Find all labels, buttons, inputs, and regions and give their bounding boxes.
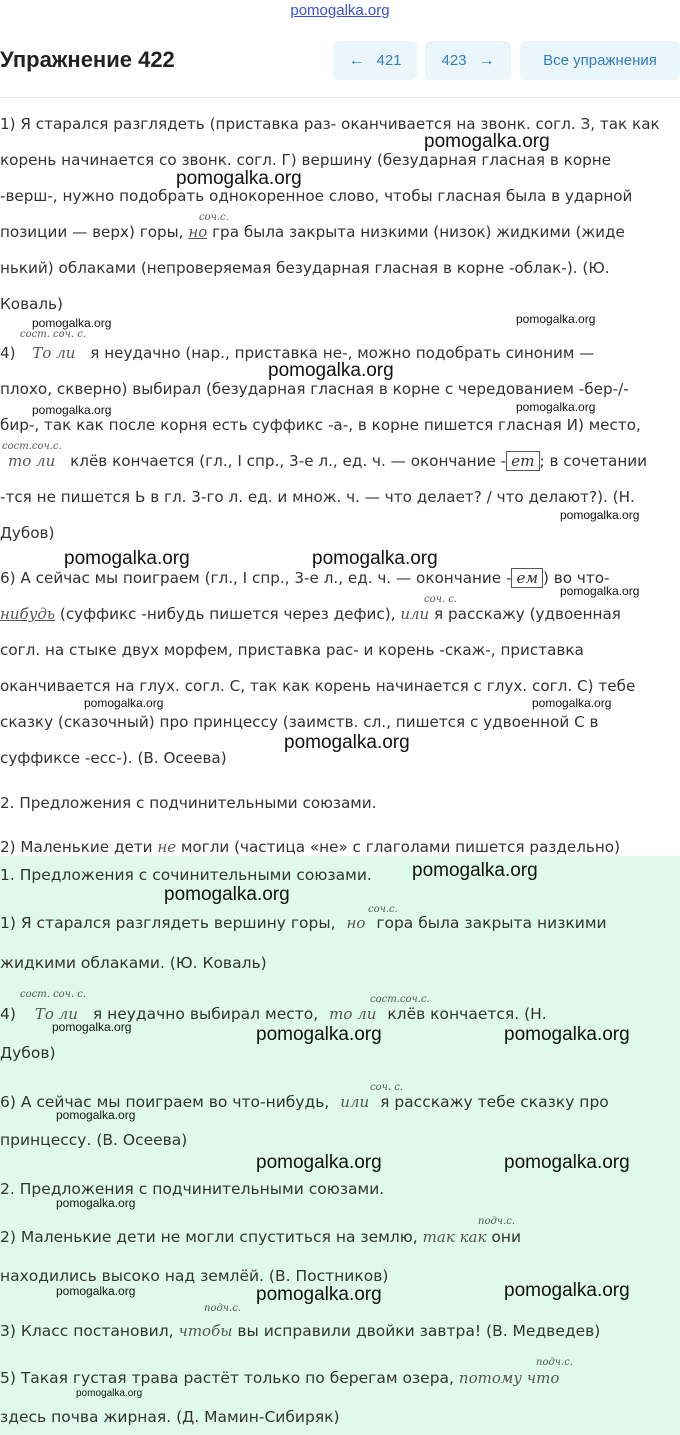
watermark: pomogalka.org <box>256 1152 382 1173</box>
answer-text: 5) Такая густая трава растёт только по берегам озера, <box>0 1369 454 1387</box>
conjunction-annotation: сост.соч.с. <box>370 994 430 1005</box>
conjunction-annotation: подч.с. <box>478 1216 515 1227</box>
watermark: pomogalka.org <box>412 860 538 881</box>
solution-text: ; в сочетании <box>539 452 648 470</box>
conjunction-word: То ли <box>32 344 76 362</box>
conjunction-annotation: соч. с. <box>424 594 457 605</box>
watermark: pomogalka.org <box>56 1108 136 1122</box>
arrow-left-icon: ← <box>348 51 365 69</box>
conjunction-word: потому что <box>458 1369 560 1387</box>
conjunction-annotation: соч. с. <box>370 1082 403 1093</box>
conjunction-word: то ли <box>8 452 56 470</box>
solution-line <box>0 223 625 241</box>
watermark: pomogalka.org <box>504 1280 630 1301</box>
solution-line: 1) Я старался разглядеть (приставка раз- оканчивается на звонк. согл. З, так как <box>0 115 660 133</box>
conjunction-word: То ли <box>34 1005 78 1023</box>
solution-line: согл. на стыке двух морфем, приставка рас- и корень -скаж-, приставка <box>0 641 584 659</box>
watermark: pomogalka.org <box>32 316 112 330</box>
answer-text: 6) А сейчас мы поиграем во что-нибудь, <box>0 1093 330 1111</box>
answer-text: вы исправили двойки завтра! (В. Медведев) <box>237 1322 601 1340</box>
solution-text: 2) Маленькие дети <box>0 838 153 856</box>
solution-line: Коваль) <box>0 295 63 313</box>
solution-line: плохо, скверно) выбирал (безударная гласная в корне с чередованием -бер-/- <box>0 380 629 398</box>
solution-line <box>0 452 647 470</box>
watermark: pomogalka.org <box>56 1196 136 1210</box>
watermark: pomogalka.org <box>176 168 302 189</box>
solution-line: бир-, так как после корня есть суффикс -а-, в корне пишется гласная И) место, <box>0 416 641 434</box>
solution-line: сказку (сказочный) про принцессу (заимств. сл., пишется с удвоенной С в <box>0 713 599 731</box>
solution-text: я расскажу (удвоенная <box>434 605 621 623</box>
solution-text: клёв кончается (гл., I спр., 3-е л., ед. ч. — окончание - <box>70 452 507 470</box>
solution-line: нький) облаками (непроверяемая безударная гласная в корне -облак-). (Ю. <box>0 259 610 277</box>
answer-text: 3) Класс постановил, <box>0 1322 174 1340</box>
watermark: pomogalka.org <box>560 584 640 598</box>
site-header-link[interactable]: pomogalka.org <box>290 2 390 19</box>
ending-box: ет <box>506 451 539 471</box>
answer-text: гора была закрыта низкими <box>376 914 607 932</box>
solution-line <box>0 838 620 856</box>
solution-line: -тся не пишется Ь в гл. 3-го л. ед. и множ. ч. — что делает? / что делают?). (Н. <box>0 488 635 506</box>
all-exercises-label: Все упражнения <box>543 52 657 69</box>
answer-line: принцессу. (В. Осеева) <box>0 1131 188 1149</box>
answer-line: здесь почва жирная. (Д. Мамин-Сибиряк) <box>0 1408 340 1426</box>
solution-text: гра была закрыта низкими (низок) жидкими (жиде <box>212 223 625 241</box>
conjunction-annotation: сост. соч. с. <box>20 329 87 340</box>
answer-heading: 2. Предложения с подчинительными союзами. <box>0 1180 385 1198</box>
watermark: pomogalka.org <box>256 1024 382 1045</box>
solution-line: 2. Предложения с подчинительными союзами. <box>0 794 377 812</box>
watermark: pomogalka.org <box>164 884 290 905</box>
prev-exercise-label: 421 <box>376 52 402 69</box>
watermark: pomogalka.org <box>268 360 394 381</box>
answer-text: 1) Я старался разглядеть вершину горы, <box>0 914 336 932</box>
suffix-word: нибудь <box>0 605 56 623</box>
conjunction-annotation: сост.соч.с. <box>2 441 62 452</box>
answer-line <box>0 914 607 932</box>
solution-line <box>0 569 609 587</box>
next-exercise-button[interactable] <box>425 41 511 80</box>
conjunction-word: чтобы <box>178 1322 233 1340</box>
arrow-right-icon: → <box>478 51 495 69</box>
answer-text: 4) <box>0 1005 16 1023</box>
watermark: pomogalka.org <box>532 696 612 710</box>
conjunction-word: но <box>346 914 366 932</box>
answer-text: они <box>491 1228 522 1246</box>
watermark: pomogalka.org <box>256 1284 382 1305</box>
answer-heading: 1. Предложения с сочинительными союзами. <box>0 866 372 884</box>
solution-line: суффиксе -есс-). (В. Осеева) <box>0 749 227 767</box>
watermark: pomogalka.org <box>32 403 112 417</box>
answer-line <box>0 1228 521 1246</box>
conjunction-annotation: соч.с. <box>199 212 229 223</box>
conjunction-annotation: подч.с. <box>204 1303 241 1314</box>
conjunction-annotation: сост. соч. с. <box>20 989 87 1000</box>
answer-line: жидкими облаками. (Ю. Коваль) <box>0 954 267 972</box>
conjunction-word: так как <box>422 1228 487 1246</box>
watermark: pomogalka.org <box>424 131 550 152</box>
next-exercise-label: 423 <box>441 52 467 69</box>
watermark: pomogalka.org <box>76 1388 143 1399</box>
conjunction-word: или <box>400 605 430 623</box>
prev-exercise-button[interactable] <box>333 41 417 80</box>
watermark: pomogalka.org <box>312 548 438 569</box>
watermark: pomogalka.org <box>504 1152 630 1173</box>
header-divider <box>0 97 680 98</box>
watermark: pomogalka.org <box>84 696 164 710</box>
all-exercises-button[interactable] <box>520 41 680 80</box>
ending-box: ем <box>511 568 543 588</box>
solution-text: 6) А сейчас мы поиграем (гл., I спр., 3-е л., ед. ч. — окончание - <box>0 569 512 587</box>
solution-text: ) во что- <box>543 569 610 587</box>
solution-line: -верш-, нужно подобрать однокоренное слово, чтобы гласная была в ударной <box>0 187 633 205</box>
watermark: pomogalka.org <box>516 400 596 414</box>
solution-text: позиции — верх) горы, <box>0 223 184 241</box>
conjunction-annotation: подч.с. <box>536 1357 573 1368</box>
watermark: pomogalka.org <box>560 508 640 522</box>
answer-line: находились высоко над землёй. (В. Постников) <box>0 1267 389 1285</box>
solution-line: корень начинается со звонк. согл. Г) вершину (безударная гласная в корне <box>0 151 612 169</box>
solution-text: 4) <box>0 344 16 362</box>
answer-line <box>0 1369 559 1387</box>
solution-line: Дубов) <box>0 524 55 542</box>
solution-text: я неудачно (нар., приставка не-, можно подобрать синоним — <box>90 344 595 362</box>
watermark: pomogalka.org <box>52 1020 132 1034</box>
conjunction-word: но <box>188 223 208 241</box>
answer-text: я расскажу тебе сказку про <box>380 1093 609 1111</box>
page-title: Упражнение 422 <box>0 47 175 72</box>
watermark: pomogalka.org <box>64 548 190 569</box>
watermark: pomogalka.org <box>56 1284 136 1298</box>
watermark: pomogalka.org <box>504 1024 630 1045</box>
answer-text: 2) Маленькие дети не могли спуститься на землю, <box>0 1228 418 1246</box>
answer-text: клёв кончается. (Н. <box>387 1005 547 1023</box>
watermark: pomogalka.org <box>284 732 410 753</box>
solution-text: могли (частица «не» с глаголами пишется раздельно) <box>180 838 621 856</box>
watermark: pomogalka.org <box>516 312 596 326</box>
particle-word: не <box>157 838 177 856</box>
answer-line <box>0 1322 600 1340</box>
answer-text: я неудачно выбирал место, <box>92 1005 319 1023</box>
conjunction-word: или <box>340 1093 370 1111</box>
solution-text: (суффикс -нибудь пишется через дефис), <box>59 605 396 623</box>
solution-line: оканчивается на глух. согл. С, так как корень начинается с глух. согл. С) тебе <box>0 677 636 695</box>
solution-line <box>0 605 621 623</box>
conjunction-word: то ли <box>329 1005 377 1023</box>
answer-line: Дубов) <box>0 1044 56 1062</box>
conjunction-annotation: соч.с. <box>368 904 398 915</box>
